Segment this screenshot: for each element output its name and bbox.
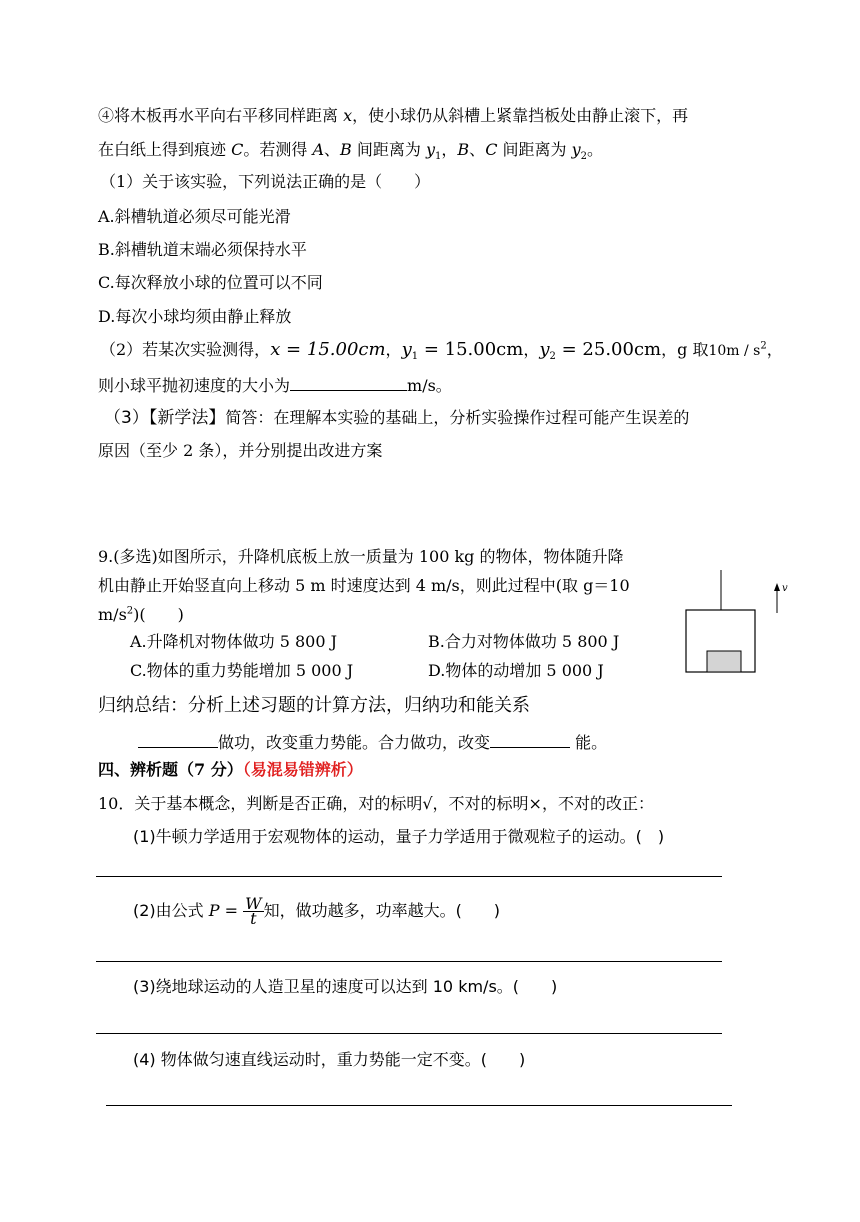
step4-line2: 在白纸上得到痕迹 C。若测得 A、B 间距离为 $y_1$，B、C 间距离为 $y_2$。 (98, 140, 604, 163)
summary-line2: 做功，改变重力势能。合力做功，改变 能。 (138, 730, 607, 753)
answer-line-1[interactable] (96, 876, 722, 877)
sub-question-3-line2: 原因（至少 2 条），并分别提出改进方案 (98, 441, 383, 460)
q9-option-b: B.合力对物体做功 5 800 J (428, 632, 620, 651)
q10-item-1: (1)牛顿力学适用于宏观物体的运动，量子力学适用于微观粒子的运动。( ) (133, 827, 665, 846)
q10-item-3: (3)绕地球运动的人造卫星的速度可以达到 10 km/s。( ) (133, 977, 558, 996)
q9-option-a: A.升降机对物体做功 5 800 J (130, 632, 338, 651)
answer-blank-velocity[interactable] (290, 373, 407, 391)
q10-item-2: (2)由公式 P = $\frac{W}{t}$ 知，做功越多，功率越大。( ) (133, 894, 501, 928)
q9-option-d: D.物体的动增加 5 000 J (428, 661, 604, 680)
q10-intro: 10．关于基本概念，判断是否正确，对的标明√，不对的标明×，不对的改正： (98, 794, 654, 813)
sub-question-2-line2: 则小球平抛初速度的大小为 m/s。 (98, 373, 452, 396)
option-a: A.斜槽轨道必须尽可能光滑 (98, 207, 291, 226)
power-formula-fraction: $\frac{W}{t}$ (245, 894, 262, 928)
answer-line-3[interactable] (96, 1033, 722, 1034)
object-block (707, 651, 741, 672)
sub-question-1: （1）关于该实验，下列说法正确的是（ ） (100, 172, 431, 191)
summary-blank-2[interactable] (490, 730, 570, 748)
answer-line-4[interactable] (106, 1105, 732, 1106)
summary-blank-1[interactable] (138, 730, 218, 748)
q10-item-4: (4) 物体做匀速直线运动时，重力势能一定不变。( ) (133, 1050, 526, 1069)
q9-line3: $m/s^2$)( ) (98, 605, 184, 624)
option-d: D.每次小球均须由静止释放 (98, 307, 292, 326)
answer-line-2[interactable] (96, 961, 722, 962)
summary-title: 归纳总结：分析上述习题的计算方法，归纳功和能关系 (98, 695, 530, 716)
q9-line2: 机由静止开始竖直向上移动 5 m 时速度达到 4 m/s，则此过程中(取 g＝10 (98, 576, 630, 595)
q9-line1: 9.(多选)如图所示，升降机底板上放一质量为 100 kg 的物体，物体随升降 (98, 547, 624, 566)
sub-question-3-line1: （3）【新学法】简答：在理解本实验的基础上，分析实验操作过程可能产生误差的 (104, 408, 690, 428)
elevator-figure (680, 565, 800, 677)
step4-line1: ④将木板再水平向右平移同样距离 x，使小球仍从斜槽上紧靠挡板处由静止滚下，再 (98, 106, 689, 125)
velocity-label: v (782, 583, 788, 594)
option-c: C.每次释放小球的位置可以不同 (98, 273, 323, 292)
q9-option-c: C.物体的重力势能增加 5 000 J (130, 661, 354, 680)
section-4-heading: 四、辨析题（7 分）（易混易错辨析） (98, 760, 363, 779)
velocity-arrowhead (774, 583, 780, 591)
option-b: B.斜槽轨道末端必须保持水平 (98, 240, 307, 259)
sub-question-2-line1: （2）若某次实验测得，x = 15.00cm，$y_1 = 15.00cm$，$y_2 = 25.00cm$，g 取$10m / s^2$， (100, 339, 783, 363)
